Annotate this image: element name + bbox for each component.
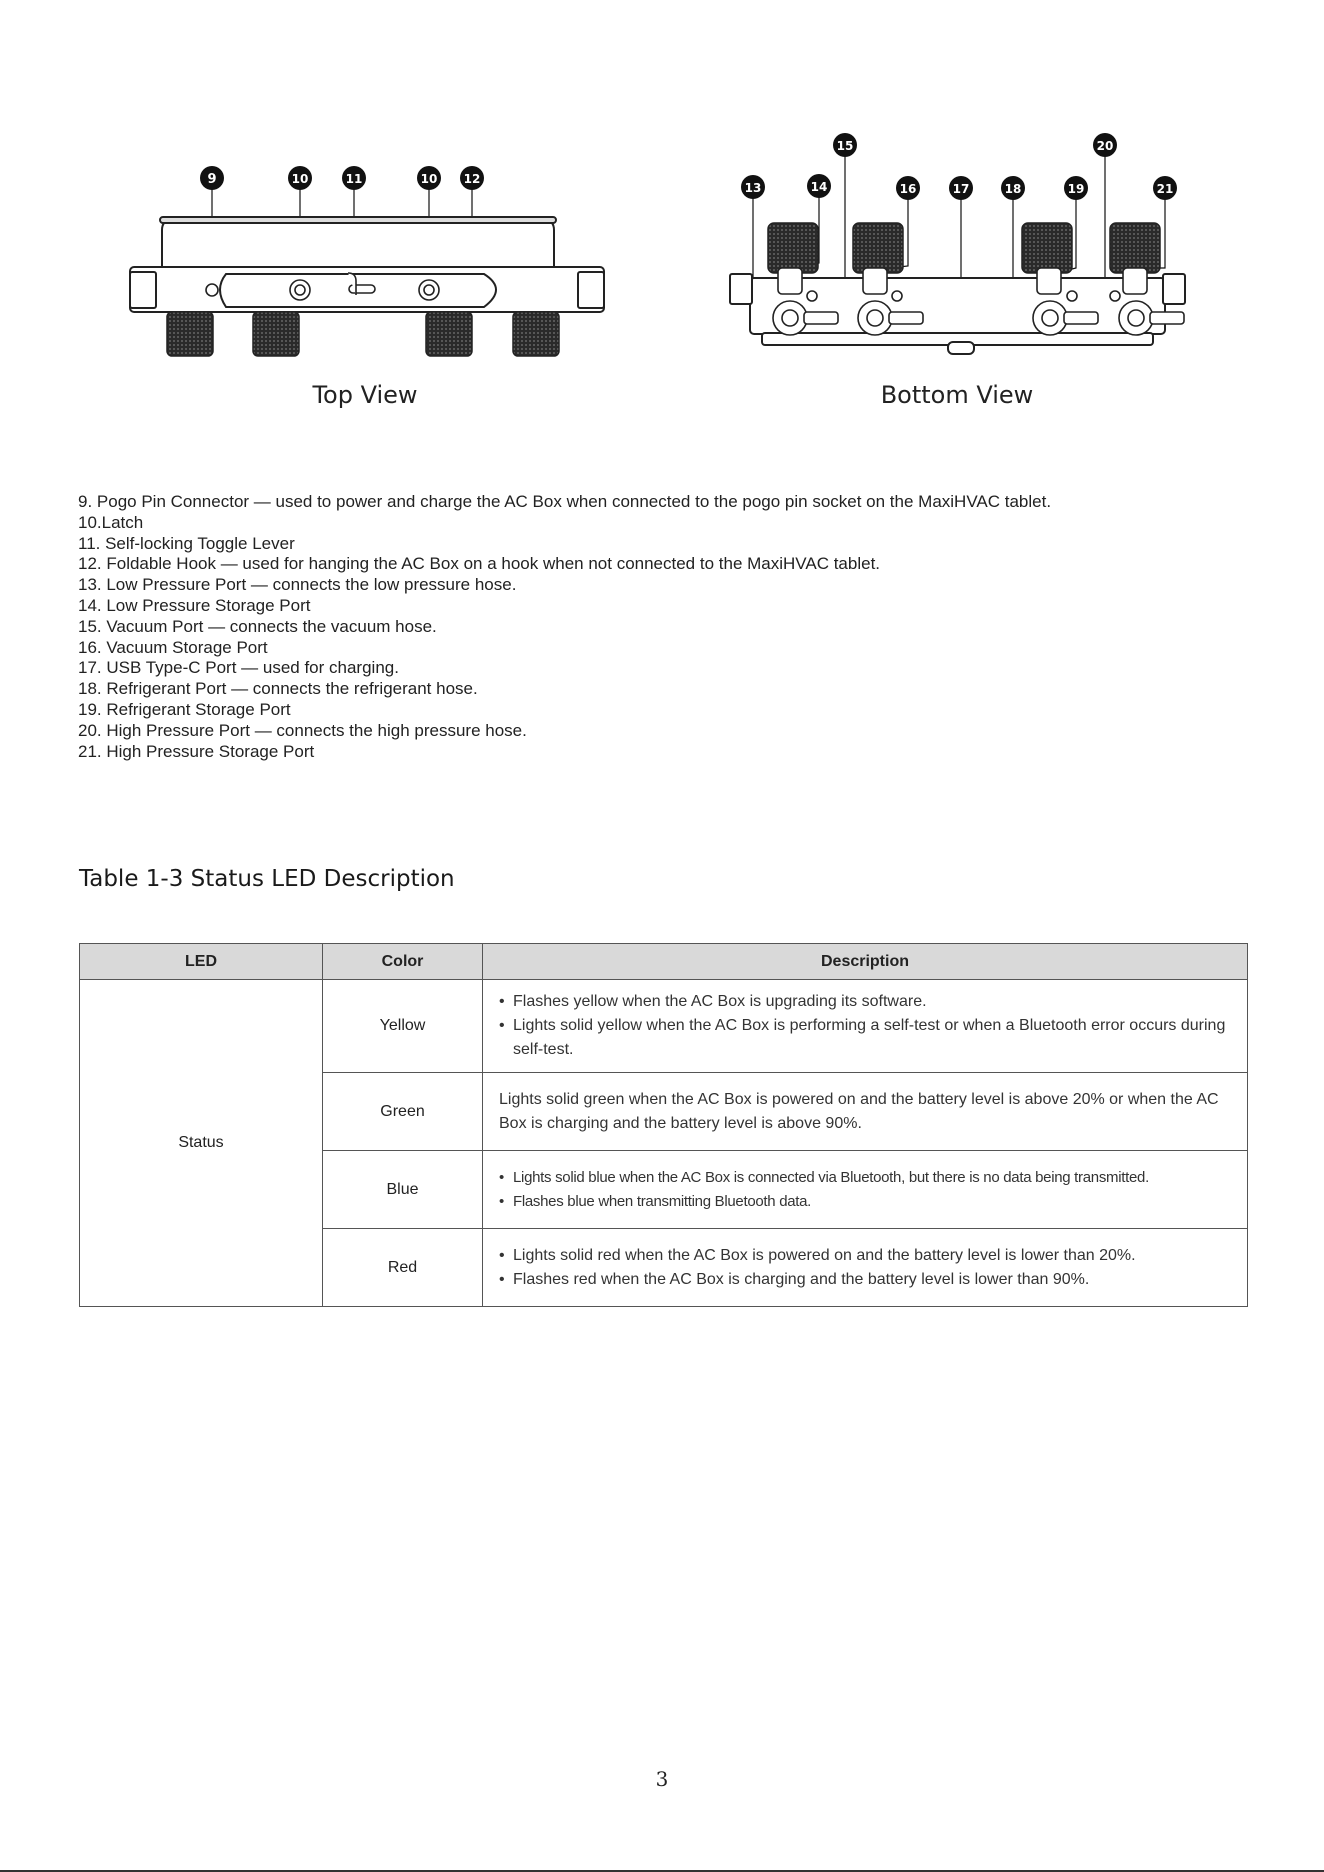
bullet-item: • Flashes yellow when the AC Box is upgrading its software.	[499, 990, 1233, 1014]
legend-item-13: 13. Low Pressure Port — connects the low pressure hose.	[78, 575, 517, 595]
callout-10b: 10	[420, 172, 438, 186]
callout-14: 14	[810, 180, 828, 194]
led-status-cell: Status	[80, 980, 323, 1307]
bullet-item: • Flashes red when the AC Box is charging and the battery level is lower than 90%.	[499, 1268, 1233, 1292]
bottom-view-caption: Bottom View	[880, 381, 1034, 409]
callout-17: 17	[952, 182, 970, 196]
callout-10a: 10	[291, 172, 309, 186]
header-description: Description	[483, 944, 1248, 980]
legend-item-10: 10.Latch	[78, 512, 144, 532]
color-blue: Blue	[323, 1151, 483, 1229]
callout-15: 15	[836, 139, 854, 153]
legend-item-12: 12. Foldable Hook — used for hanging the AC Box on a hook when not connected to the MaxiHVAC tablet.	[78, 554, 881, 574]
callout-21: 21	[1156, 182, 1174, 196]
bullet-item: • Lights solid red when the AC Box is powered on and the battery level is lower than 20%.	[499, 1244, 1233, 1268]
legend-item-15: 15. Vacuum Port — connects the vacuum hose.	[78, 616, 437, 636]
legend-item-17: 17. USB Type-C Port — used for charging.	[78, 658, 399, 678]
description-red	[483, 1229, 1248, 1307]
color-green: Green	[323, 1073, 483, 1151]
table-row	[80, 980, 1248, 1073]
callout-12: 12	[463, 172, 481, 186]
component-legend	[78, 492, 1258, 762]
page-number: 3	[655, 1767, 669, 1791]
legend-item-21: 21. High Pressure Storage Port	[78, 741, 315, 761]
status-led-table	[79, 943, 1248, 1307]
bullet-item: • Lights solid yellow when the AC Box is performing a self-test or when a Bluetooth error occurs during self-test.	[499, 1014, 1233, 1062]
color-red: Red	[323, 1229, 483, 1307]
description-green: Lights solid green when the AC Box is powered on and the battery level is above 20% or when the AC Box is charging and the battery level is above 90%.	[483, 1073, 1248, 1151]
callout-20: 20	[1096, 139, 1114, 153]
bullet-item: • Lights solid blue when the AC Box is connected via Bluetooth, but there is no data being transmitted.	[499, 1166, 1233, 1190]
callout-19: 19	[1067, 182, 1085, 196]
color-yellow: Yellow	[323, 980, 483, 1073]
description-yellow	[483, 980, 1248, 1073]
callout-18: 18	[1004, 182, 1022, 196]
bullet-item: • Flashes blue when transmitting Bluetooth data.	[499, 1190, 1233, 1214]
top-view-callouts	[200, 166, 484, 190]
legend-item-19: 19. Refrigerant Storage Port	[78, 699, 291, 719]
legend-item-14: 14. Low Pressure Storage Port	[78, 595, 311, 615]
header-color: Color	[323, 944, 483, 980]
callout-11: 11	[345, 172, 363, 186]
table-header-row	[80, 944, 1248, 980]
legend-item-11: 11. Self-locking Toggle Lever	[78, 533, 295, 553]
description-blue	[483, 1151, 1248, 1229]
legend-item-16: 16. Vacuum Storage Port	[78, 637, 268, 657]
callout-9: 9	[207, 172, 217, 187]
top-view-illustration	[120, 155, 620, 370]
callout-13: 13	[744, 181, 762, 195]
legend-item-20: 20. High Pressure Port — connects the high pressure hose.	[78, 720, 527, 740]
bottom-view-illustration	[720, 128, 1195, 373]
legend-item-18: 18. Refrigerant Port — connects the refrigerant hose.	[78, 679, 478, 699]
table-title: Table 1-3 Status LED Description	[79, 866, 455, 892]
header-led: LED	[80, 944, 323, 980]
top-view-caption: Top View	[312, 381, 418, 409]
legend-item-9: 9. Pogo Pin Connector — used to power and charge the AC Box when connected to the pogo pin socket on the MaxiHVAC tablet.	[78, 492, 1052, 511]
callout-16: 16	[899, 182, 917, 196]
